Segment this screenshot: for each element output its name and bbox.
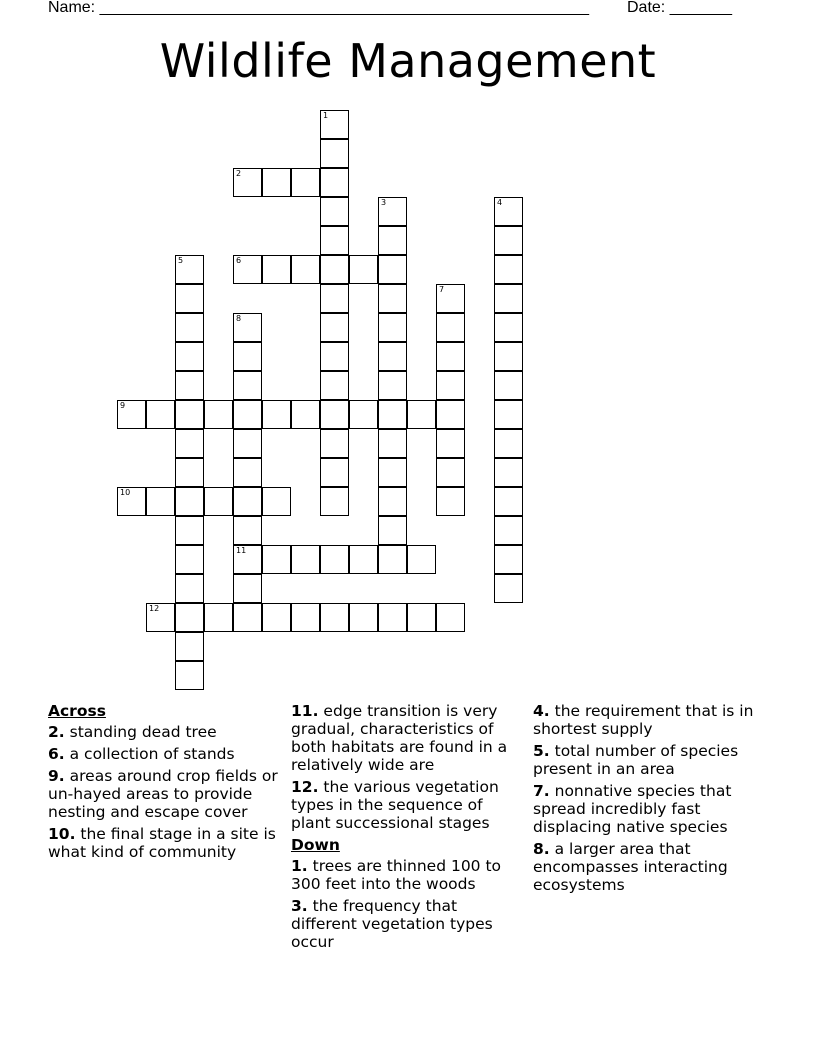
grid-cell[interactable] — [378, 400, 407, 429]
grid-cell[interactable] — [262, 487, 291, 516]
grid-cell[interactable] — [494, 516, 523, 545]
grid-cell[interactable] — [117, 400, 146, 429]
cell-number: 11 — [236, 546, 247, 555]
grid-cell[interactable] — [175, 574, 204, 603]
grid-cell[interactable] — [233, 574, 262, 603]
clue-text: nonnative species that spread incredibly fast displacing native species — [533, 782, 732, 836]
grid-cell[interactable] — [378, 429, 407, 458]
grid-cell[interactable] — [494, 371, 523, 400]
grid-cell[interactable] — [117, 487, 146, 516]
grid-cell[interactable] — [233, 458, 262, 487]
grid-cell[interactable] — [262, 400, 291, 429]
grid-cell[interactable] — [436, 371, 465, 400]
clue-text: standing dead tree — [69, 723, 217, 741]
clue-number: 10. — [48, 825, 76, 843]
grid-cell[interactable] — [436, 284, 465, 313]
grid-cell[interactable] — [175, 371, 204, 400]
grid-cell[interactable] — [175, 255, 204, 284]
grid-cell[interactable] — [378, 516, 407, 545]
cell-number: 8 — [236, 314, 242, 323]
grid-cell[interactable] — [233, 487, 262, 516]
grid-cell[interactable] — [378, 342, 407, 371]
clue-text: trees are thinned 100 to 300 feet into the woods — [291, 857, 502, 893]
grid-cell[interactable] — [378, 458, 407, 487]
grid-cell[interactable] — [291, 255, 320, 284]
grid-cell[interactable] — [320, 371, 349, 400]
grid-cell[interactable] — [320, 168, 349, 197]
grid-cell[interactable] — [378, 197, 407, 226]
grid-cell[interactable] — [349, 603, 378, 632]
cell-number: 9 — [120, 401, 126, 410]
clue-across-6 — [48, 745, 280, 763]
grid-cell[interactable] — [175, 284, 204, 313]
grid-cell[interactable] — [436, 429, 465, 458]
grid-cell[interactable] — [378, 313, 407, 342]
grid-cell[interactable] — [233, 313, 262, 342]
grid-cell[interactable] — [494, 545, 523, 574]
grid-cell[interactable] — [175, 516, 204, 545]
grid-cell[interactable] — [291, 400, 320, 429]
clues-column-3 — [533, 702, 765, 898]
across-heading: Across — [48, 702, 106, 720]
grid-cell[interactable] — [320, 313, 349, 342]
grid-cell[interactable] — [233, 400, 262, 429]
grid-cell[interactable] — [320, 197, 349, 226]
clue-down-3 — [291, 897, 523, 951]
grid-cell[interactable] — [378, 226, 407, 255]
grid-cell[interactable] — [175, 487, 204, 516]
cell-number: 6 — [236, 256, 242, 265]
cell-number: 12 — [149, 604, 160, 613]
grid-cell[interactable] — [494, 197, 523, 226]
grid-cell[interactable] — [320, 284, 349, 313]
grid-cell[interactable] — [262, 255, 291, 284]
grid-cell[interactable] — [320, 139, 349, 168]
grid-cell[interactable] — [494, 400, 523, 429]
grid-cell[interactable] — [320, 429, 349, 458]
grid-cell[interactable] — [407, 603, 436, 632]
cell-number: 3 — [381, 198, 387, 207]
clue-text: a collection of stands — [69, 745, 235, 763]
grid-cell[interactable] — [233, 429, 262, 458]
grid-cell[interactable] — [320, 545, 349, 574]
clue-text: total number of species present in an area — [533, 742, 739, 778]
grid-cell[interactable] — [349, 255, 378, 284]
clue-number: 1. — [291, 857, 308, 875]
clues-column-2 — [291, 702, 523, 955]
page-title: Wildlife Management — [159, 34, 657, 88]
grid-cell[interactable] — [494, 284, 523, 313]
grid-cell[interactable] — [494, 255, 523, 284]
grid-cell[interactable] — [407, 545, 436, 574]
grid-cell[interactable] — [378, 487, 407, 516]
clues-column-1 — [48, 702, 280, 865]
clue-across-10 — [48, 825, 280, 861]
grid-cell[interactable] — [378, 284, 407, 313]
clue-down-7 — [533, 782, 765, 836]
grid-cell[interactable] — [175, 342, 204, 371]
grid-cell[interactable] — [378, 545, 407, 574]
grid-cell[interactable] — [146, 603, 175, 632]
clue-text: edge transition is very gradual, characteristics of both habitats are found in a relatively wide are — [291, 702, 508, 774]
grid-cell[interactable] — [175, 400, 204, 429]
clue-number: 7. — [533, 782, 550, 800]
grid-cell[interactable] — [146, 487, 175, 516]
grid-cell[interactable] — [175, 429, 204, 458]
clue-number: 5. — [533, 742, 550, 760]
grid-cell[interactable] — [407, 400, 436, 429]
clue-across-11 — [291, 702, 523, 774]
grid-cell[interactable] — [175, 661, 204, 690]
grid-cell[interactable] — [436, 400, 465, 429]
grid-cell[interactable] — [320, 226, 349, 255]
grid-cell[interactable] — [233, 516, 262, 545]
grid-cell[interactable] — [175, 545, 204, 574]
grid-cell[interactable] — [436, 603, 465, 632]
name-field-label[interactable]: Name: _______________________________________________________ — [48, 0, 589, 16]
clue-text: areas around crop fields or un-hayed areas to provide nesting and escape cover — [48, 767, 278, 821]
clue-down-8 — [533, 840, 765, 894]
grid-cell[interactable] — [378, 603, 407, 632]
clue-text: a larger area that encompasses interacting ecosystems — [533, 840, 728, 894]
grid-cell[interactable] — [320, 255, 349, 284]
grid-cell[interactable] — [233, 545, 262, 574]
grid-cell[interactable] — [233, 603, 262, 632]
clue-down-5 — [533, 742, 765, 778]
grid-cell[interactable] — [494, 342, 523, 371]
clue-text: the frequency that different vegetation types occur — [291, 897, 493, 951]
grid-cell[interactable] — [349, 545, 378, 574]
grid-cell[interactable] — [204, 400, 233, 429]
cell-number: 5 — [178, 256, 184, 265]
grid-cell[interactable] — [204, 487, 233, 516]
grid-cell[interactable] — [378, 371, 407, 400]
grid-cell[interactable] — [233, 255, 262, 284]
grid-cell[interactable] — [233, 168, 262, 197]
grid-cell[interactable] — [233, 371, 262, 400]
grid-cell[interactable] — [494, 226, 523, 255]
clue-number: 12. — [291, 778, 319, 796]
grid-cell[interactable] — [291, 168, 320, 197]
down-heading: Down — [291, 836, 340, 854]
grid-cell[interactable] — [494, 487, 523, 516]
clue-number: 6. — [48, 745, 65, 763]
grid-cell[interactable] — [320, 400, 349, 429]
grid-cell[interactable] — [175, 313, 204, 342]
grid-cell[interactable] — [436, 342, 465, 371]
date-field-label[interactable]: Date: _______ — [627, 0, 732, 16]
grid-cell[interactable] — [320, 487, 349, 516]
grid-cell[interactable] — [291, 545, 320, 574]
grid-cell[interactable] — [320, 458, 349, 487]
clue-number: 3. — [291, 897, 308, 915]
grid-cell[interactable] — [320, 603, 349, 632]
grid-cell[interactable] — [494, 458, 523, 487]
clue-number: 8. — [533, 840, 550, 858]
clue-text: the requirement that is in shortest supply — [533, 702, 754, 738]
grid-cell[interactable] — [291, 603, 320, 632]
grid-cell[interactable] — [494, 313, 523, 342]
grid-cell[interactable] — [320, 110, 349, 139]
clue-down-4 — [533, 702, 765, 738]
grid-cell[interactable] — [494, 574, 523, 603]
grid-cell[interactable] — [175, 632, 204, 661]
clue-text: the final stage in a site is what kind of community — [48, 825, 276, 861]
grid-cell[interactable] — [436, 458, 465, 487]
grid-cell[interactable] — [494, 429, 523, 458]
clue-down-1 — [291, 857, 523, 893]
clue-number: 2. — [48, 723, 65, 741]
clue-across-2 — [48, 723, 280, 741]
grid-cell[interactable] — [436, 313, 465, 342]
grid-cell[interactable] — [262, 545, 291, 574]
grid-cell[interactable] — [262, 168, 291, 197]
clue-number: 9. — [48, 767, 65, 785]
grid-cell[interactable] — [204, 603, 233, 632]
cell-number: 4 — [497, 198, 503, 207]
grid-cell[interactable] — [320, 342, 349, 371]
clue-across-12 — [291, 778, 523, 832]
grid-cell[interactable] — [175, 603, 204, 632]
grid-cell[interactable] — [349, 400, 378, 429]
cell-number: 1 — [323, 111, 329, 120]
grid-cell[interactable] — [233, 342, 262, 371]
clue-across-9 — [48, 767, 280, 821]
cell-number: 2 — [236, 169, 242, 178]
grid-cell[interactable] — [436, 487, 465, 516]
clue-number: 11. — [291, 702, 319, 720]
grid-cell[interactable] — [378, 255, 407, 284]
grid-cell[interactable] — [146, 400, 175, 429]
cell-number: 7 — [439, 285, 445, 294]
header — [0, 0, 816, 24]
grid-cell[interactable] — [175, 458, 204, 487]
clue-text: the various vegetation types in the sequence of plant successional stages — [291, 778, 499, 832]
grid-cell[interactable] — [262, 603, 291, 632]
clue-number: 4. — [533, 702, 550, 720]
cell-number: 10 — [120, 488, 131, 497]
